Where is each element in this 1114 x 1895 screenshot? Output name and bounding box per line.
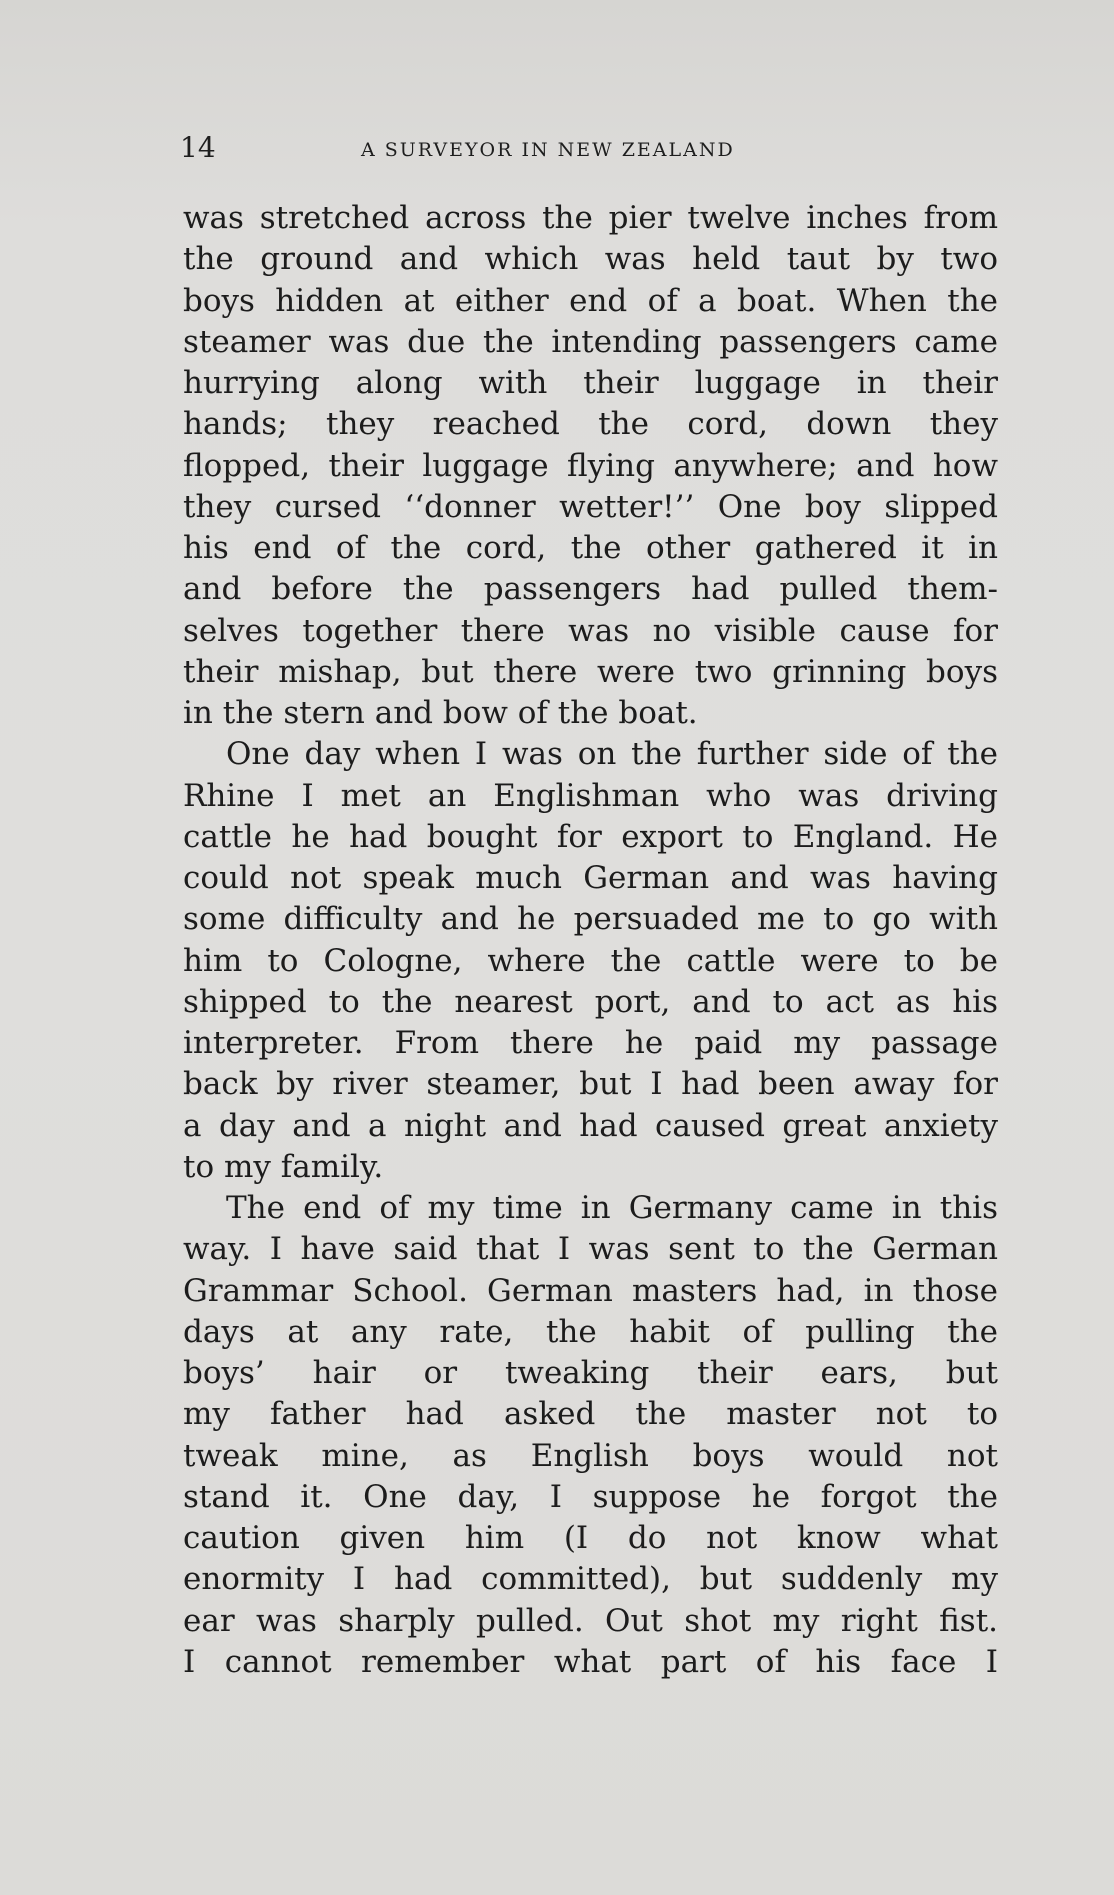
body-text xyxy=(183,198,998,1683)
text-line: flopped, their luggage flying anywhere; and how xyxy=(183,447,998,484)
text-line: and before the passengers had pulled them- xyxy=(183,571,998,608)
text-line: shipped to the nearest port, and to act as his xyxy=(183,983,998,1020)
text-line: The end of my time in Germany came in this xyxy=(226,1190,998,1226)
text-line: way. I have said that I was sent to the German xyxy=(183,1231,998,1268)
text-line: caution given him (I do not know what xyxy=(183,1520,998,1556)
running-head xyxy=(180,128,1000,168)
text-line: Rhine I met an Englishman who was driving xyxy=(183,777,998,814)
text-line: cattle he had bought for export to England. He xyxy=(183,818,998,855)
text-line: I cannot remember what part of his face I xyxy=(183,1643,998,1680)
text-line: One day when I was on the further side of the xyxy=(226,736,998,773)
text-line: selves together there was no visible cause for xyxy=(183,612,998,649)
text-line: enormity I had committed), but suddenly my xyxy=(183,1561,998,1598)
text-line: their mishap, but there were two grinning boys xyxy=(183,653,998,690)
running-head-title: A SURVEYOR IN NEW ZEALAND xyxy=(361,139,735,161)
text-line: ear was sharply pulled. Out shot my right fist. xyxy=(183,1602,998,1639)
page-number: 14 xyxy=(180,131,216,164)
text-line: in the stern and bow of the boat. xyxy=(183,695,698,731)
text-line: to my family. xyxy=(183,1148,384,1185)
text-line: hurrying along with their luggage in their xyxy=(183,365,998,401)
text-line: some difficulty and he persuaded me to go with xyxy=(183,901,998,938)
text-line: my father had asked the master not to xyxy=(183,1396,998,1433)
text-line: was stretched across the pier twelve inches from xyxy=(183,200,998,236)
text-line: interpreter. From there he paid my passage xyxy=(183,1025,998,1061)
text-line: hands; they reached the cord, down they xyxy=(183,406,998,443)
text-line: days at any rate, the habit of pulling the xyxy=(183,1313,998,1350)
text-line: stand it. One day, I suppose he forgot the xyxy=(183,1478,998,1515)
text-line: him to Cologne, where the cattle were to be xyxy=(183,942,998,979)
text-line: his end of the cord, the other gathered it in xyxy=(183,530,998,566)
text-line: steamer was due the intending passengers came xyxy=(183,323,998,360)
text-line: the ground and which was held taut by two xyxy=(183,241,998,278)
text-line: a day and a night and had caused great anxiety xyxy=(183,1107,998,1144)
text-line: boys hidden at either end of a boat. When the xyxy=(183,282,998,319)
text-line: they cursed ‘‘donner wetter!’’ One boy slipped xyxy=(183,488,998,525)
text-line: Grammar School. German masters had, in those xyxy=(183,1272,998,1309)
text-line: could not speak much German and was having xyxy=(183,860,998,896)
text-line: tweak mine, as English boys would not xyxy=(183,1437,998,1474)
text-line: back by river steamer, but I had been away for xyxy=(183,1066,998,1103)
text-line: boys’ hair or tweaking their ears, but xyxy=(183,1355,998,1391)
